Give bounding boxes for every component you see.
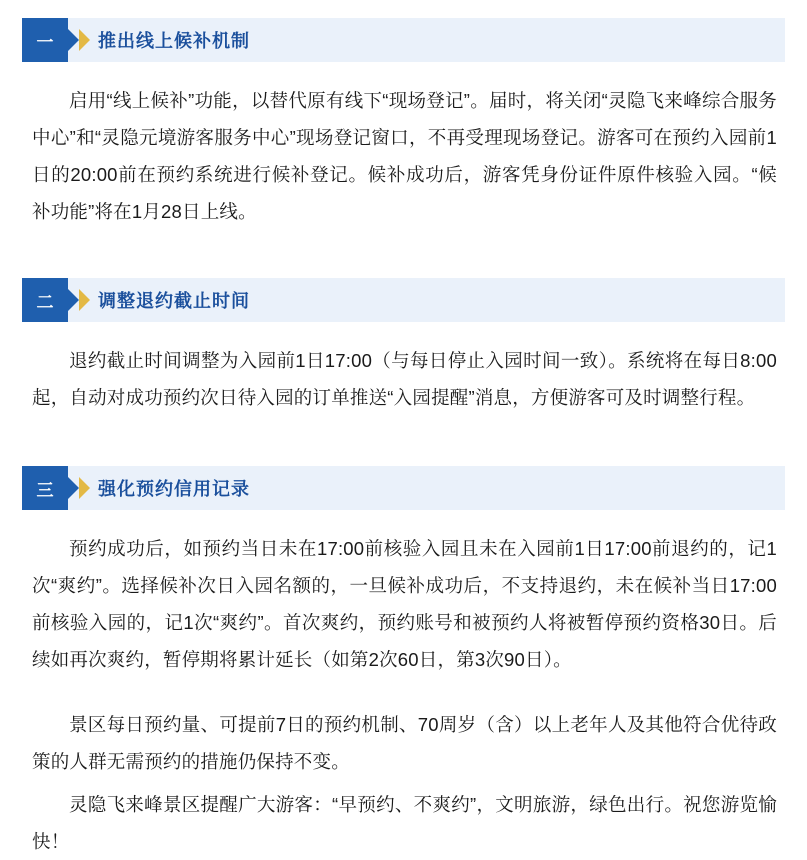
section-1-body [22, 62, 785, 230]
section-2-body [22, 322, 785, 416]
section-3-number: 三 [22, 466, 68, 510]
section-3-paragraph-3: 灵隐飞来峰景区提醒广大游客：“早预约、不爽约”，文明旅游，绿色出行。祝您游览愉快！ [32, 794, 777, 852]
section-2-header [22, 278, 785, 322]
section-3-title: 强化预约信用记录 [98, 479, 250, 499]
section-2 [22, 278, 785, 416]
section-1-paragraph-1: 启用“线上候补”功能，以替代原有线下“现场登记”。届时，将关闭“灵隐飞来峰综合服务中心”和“灵隐元境游客服务中心”现场登记窗口，不再受理现场登记。游客可在预约入园前1日的20:00前在预约系统进行候补登记。候补成功后，游客凭身份证件原件核验入园。“候补功能”将在1月28日上线。 [32, 90, 777, 222]
section-3-paragraph-1: 预约成功后，如预约当日未在17:00前核验入园且未在入园前1日17:00前退约的，记1次“爽约”。选择候补次日入园名额的，一旦候补成功后，不支持退约，未在候补当日17:00前核验入园的，记1次“爽约”。首次爽约，预约账号和被预约人将被暂停预约资格30日。后续如再次爽约，暂停期将累计延长（如第2次60日，第3次90日）。 [32, 538, 777, 670]
spacer-1 [22, 236, 785, 278]
section-2-paragraph-1: 退约截止时间调整为入园前1日17:00（与每日停止入园时间一致）。系统将在每日8:00起，自动对成功预约次日待入园的订单推送“入园提醒”消息，方便游客可及时调整行程。 [32, 350, 777, 408]
section-1 [22, 18, 785, 230]
section-2-title: 调整退约截止时间 [98, 291, 250, 311]
chevron-right-icon [68, 466, 94, 510]
spacer-2 [22, 422, 785, 466]
section-1-title: 推出线上候补机制 [98, 31, 250, 51]
section-2-number: 二 [22, 278, 68, 322]
chevron-right-icon [68, 18, 94, 62]
section-3 [22, 466, 785, 860]
spacer-3 [32, 678, 777, 706]
section-3-header [22, 466, 785, 510]
chevron-right-icon [68, 278, 94, 322]
section-3-paragraph-2: 景区每日预约量、可提前7日的预约机制、70周岁（含）以上老年人及其他符合优待政策的人群无需预约的措施仍保持不变。 [32, 714, 777, 772]
left-margin-rail [0, 0, 6, 826]
section-1-header [22, 18, 785, 62]
section-3-body [22, 510, 785, 860]
section-1-number: 一 [22, 18, 68, 62]
